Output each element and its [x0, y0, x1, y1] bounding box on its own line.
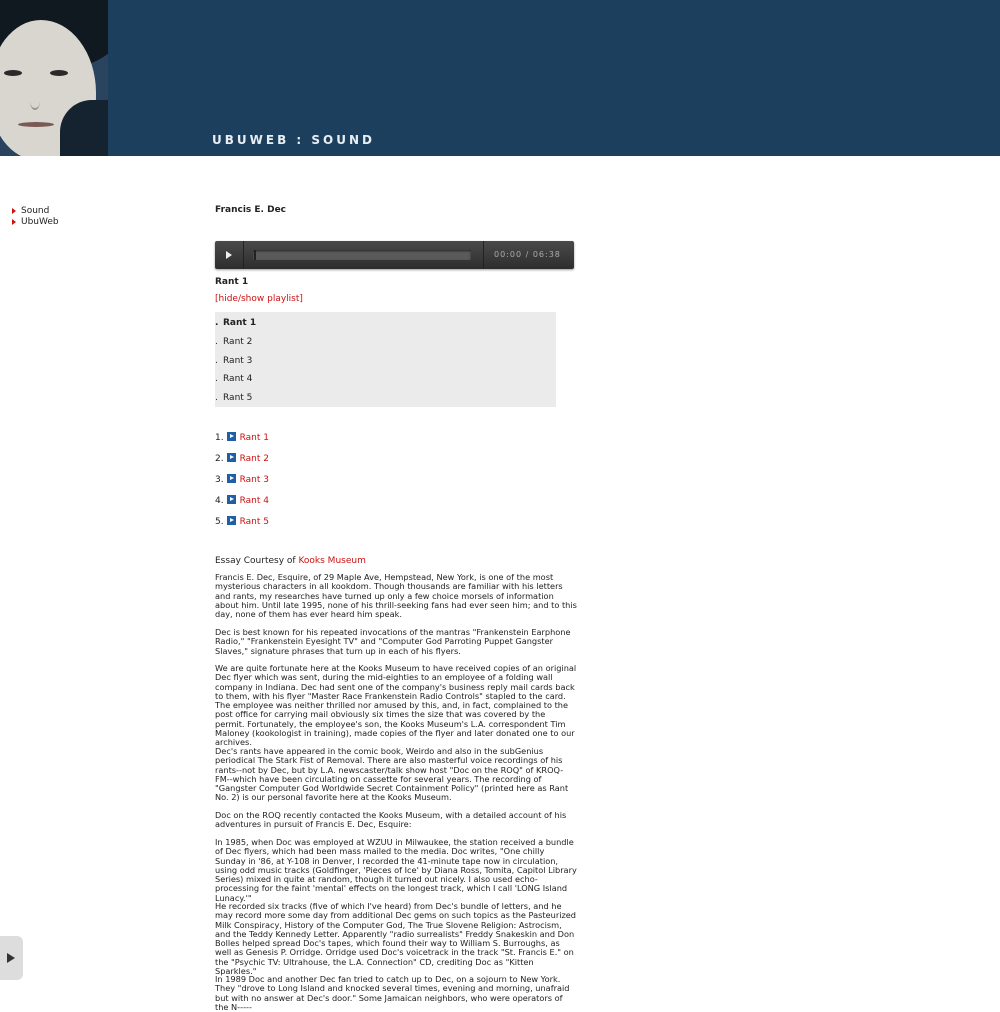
red-arrow-icon	[12, 208, 16, 214]
track-link[interactable]: Rant 3	[239, 475, 269, 485]
toggle-playlist-link[interactable]: [hide/show playlist]	[215, 294, 303, 304]
play-track-icon[interactable]	[227, 453, 236, 462]
page-title: Francis E. Dec	[215, 205, 287, 215]
nav-item-ubuweb[interactable]	[12, 216, 59, 227]
track-row: 4. Rant 4	[215, 496, 269, 506]
essay-paragraph: Doc on the ROQ recently contacted the Kooks Museum, with a detailed account of his adventures in pursuit of Francis E. Dec, Esquire:	[215, 810, 567, 830]
playlist-item[interactable]: . Rant 2	[215, 337, 253, 347]
play-button[interactable]	[215, 241, 244, 269]
portrait-image	[0, 0, 108, 156]
divider	[483, 241, 484, 269]
essay-credit: Essay Courtesy of Kooks Museum	[215, 556, 366, 566]
track-row: 3. Rant 3	[215, 475, 269, 485]
playlist-item[interactable]: . Rant 1	[215, 318, 257, 328]
header-banner	[0, 0, 1000, 156]
play-track-icon[interactable]	[227, 432, 236, 441]
kooks-museum-link[interactable]: Kooks Museum	[298, 556, 366, 566]
essay-paragraph: He recorded six tracks (five of which I've heard) from Dec's bundle of letters, and he may record more some day from additional Dec gems on such topics as the Pasteurized Milk Conspiracy, History of the Computer God, The True Slovene Religion: Astrocism, and the Teddy Kennedy Letter. Apparently "radio surrealists" Freddy Snakeskin and Don Bolles helped spread Doc's tapes, which found their way to William S. Burroughs, as well as Genesis P. Orridge. Orridge used Doc's voicetrack in the track "St. Francis E." on the "Psychic TV: Ultrahouse, the L.A. Connection" CD, crediting Doc as "Kitten Sparkles."	[215, 901, 576, 977]
track-link[interactable]: Rant 2	[239, 454, 269, 464]
essay-paragraph: Dec is best known for his repeated invocations of the mantras "Frankenstein Earphone Radio," "Frankenstein Eyesight TV" and "Computer God Parroting Puppet Gangster Slaves," signature phrases that turn up in each of his flyers.	[215, 627, 571, 656]
track-row: 5. Rant 5	[215, 517, 269, 527]
nav-item-sound[interactable]	[12, 205, 59, 216]
play-track-icon[interactable]	[227, 516, 236, 525]
red-arrow-icon	[12, 219, 16, 225]
essay-paragraph: We are quite fortunate here at the Kooks Museum to have received copies of an original Dec flyer which was sent, during the mid-eighties to an employee of a folding wall company in Indiana. Dec had sent one of the company's business reply mail cards back to them, with his flyer "Master Race Frankenstein Radio Controls" stapled to the card. The employee was neither thrilled nor amused by this, and, in fact, complained to the post office for carrying mail obviously six times the size that was covered by the permit. Fortunately, the employee's son, the Kooks Museum's L.A. correspondent Tim Maloney (kookologist in training), made copies of the flyer and later donated one to our archives.	[215, 663, 577, 748]
playlist-item[interactable]: . Rant 3	[215, 356, 253, 366]
side-play-tab[interactable]	[0, 936, 23, 980]
progress-handle[interactable]	[254, 250, 256, 260]
track-link[interactable]: Rant 1	[239, 433, 269, 443]
track-row: 1. Rant 1	[215, 433, 269, 443]
essay-paragraph: In 1985, when Doc was employed at WZUU in Milwaukee, the station received a bundle of Dec flyers, which had been mass mailed to the media. Doc writes, "One chilly Sunday in '86, at Y-108 in Denver, I recorded the 41-minute tape now in circulation, using odd music tracks (Goldfinger, 'Pieces of Ice' by Diana Ross, Tomita, Capitol Library Series) mixed in quite at random, though it turned out nicely. I also used echo-processing for the faint 'mental' effects on the longest track, which I call 'LONG Island Lunacy.'"	[215, 837, 577, 903]
time-display: 00:00 / 06:38	[494, 250, 561, 259]
playlist-item[interactable]: . Rant 4	[215, 374, 253, 384]
site-title: UBUWEB : SOUND	[212, 133, 375, 147]
track-link[interactable]: Rant 4	[239, 496, 269, 506]
essay-paragraph: In 1989 Doc and another Dec fan tried to catch up to Dec, on a sojourn to New York. They "drove to Long Island and knocked several times, evening and morning, unafraid but with no answer at Dec's door." Some Jamaican neighbors, who were operators of the N-----	[215, 974, 570, 1012]
progress-bar[interactable]	[253, 250, 471, 260]
play-track-icon[interactable]	[227, 495, 236, 504]
audio-player	[215, 241, 574, 269]
essay-paragraph: Dec's rants have appeared in the comic book, Weirdo and also in the subGenius periodical The Stark Fist of Removal. There are also masterful voice recordings of his rants--not by Dec, but by L.A. newscaster/talk show host "Doc on the ROQ" of KROQ-FM--which have been circulating on cassette for several years. The recording of "Gangster Computer God Worldwide Secret Containment Policy" (printed here as Rant No. 2) is our personal favorite here at the Kooks Museum.	[215, 746, 569, 803]
nav-item-label[interactable]: UbuWeb	[21, 216, 59, 227]
track-row: 2. Rant 2	[215, 454, 269, 464]
playlist-item[interactable]: . Rant 5	[215, 393, 253, 403]
play-track-icon[interactable]	[227, 474, 236, 483]
nav-item-label[interactable]: Sound	[21, 205, 50, 216]
now-playing-title: Rant 1	[215, 277, 249, 287]
track-link[interactable]: Rant 5	[239, 517, 269, 527]
playlist	[215, 312, 556, 407]
essay-paragraph: Francis E. Dec, Esquire, of 29 Maple Ave, Hempstead, New York, is one of the most mysterious characters in all kookdom. Though thousands are familiar with his letters and rants, my researches have turned up only a few choice morsels of information about him. Until late 1995, none of his thrill-seeking fans had ever seen him; and to this day, none of them has ever heard him speak.	[215, 572, 577, 620]
left-nav	[12, 205, 59, 227]
